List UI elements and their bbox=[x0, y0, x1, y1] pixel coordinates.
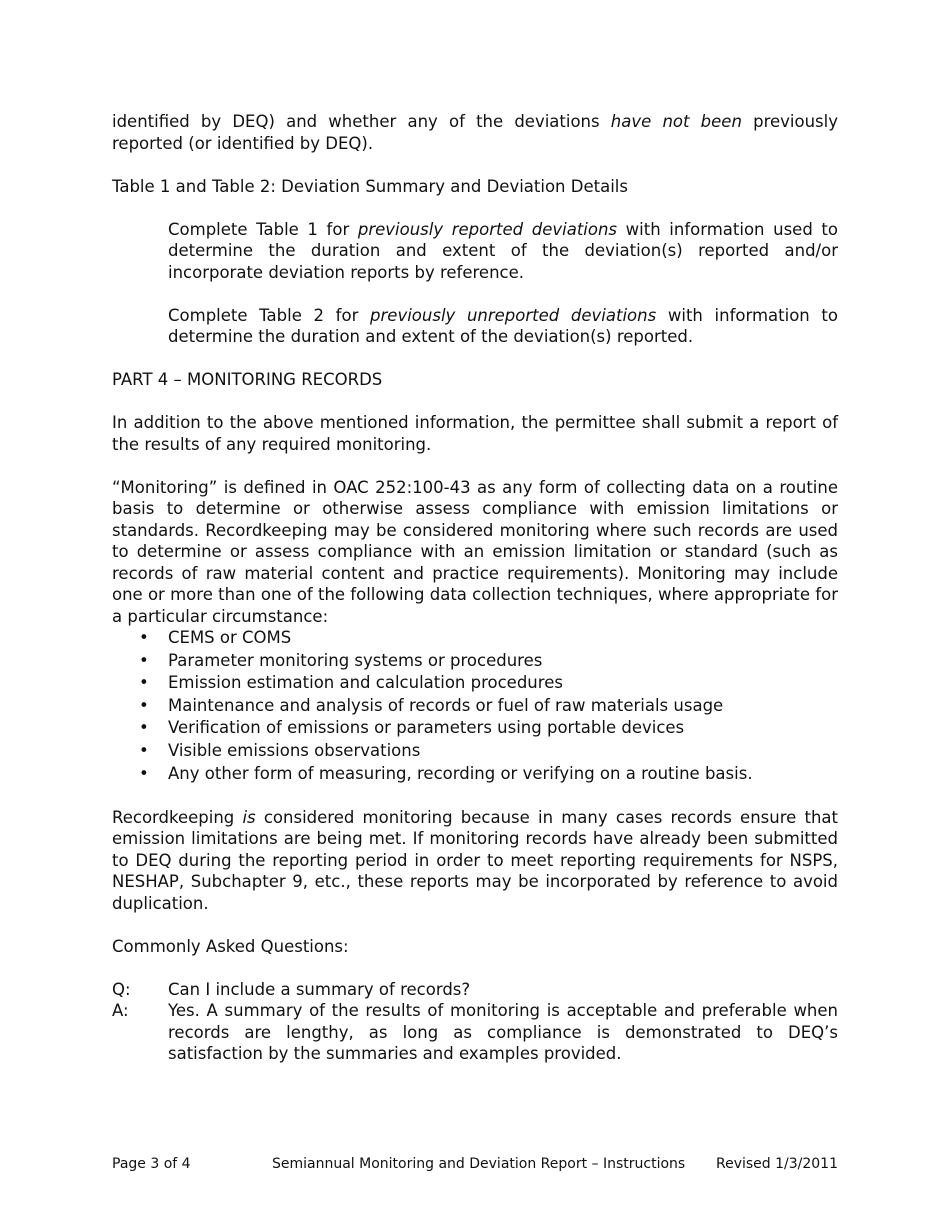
deviation-paragraph: identified by DEQ) and whether any of the deviations have not been previously reported (or identified by DEQ). bbox=[112, 112, 838, 153]
intro-paragraph: In addition to the above mentioned information, the permittee shall submit a report of the results of any required monitoring. bbox=[112, 413, 838, 454]
table2-instruction: Complete Table 2 for previously unreported deviations with information to determine the duration and extent of the deviation(s) reported. bbox=[168, 305, 838, 346]
answer-text: Yes. A summary of the results of monitoring is acceptable and preferable when records are lengthy, as long as compliance is demonstrated to DEQ’s satisfaction by the summaries and examples provided. bbox=[168, 1001, 838, 1064]
table1-instruction: Complete Table 1 for previously reported deviations with information used to determine the duration and extent of the deviation(s) reported and/or incorporate deviation reports by reference. bbox=[168, 219, 838, 282]
table-heading: Table 1 and Table 2: Deviation Summary and Deviation Details bbox=[112, 176, 628, 196]
question-text: Can I include a summary of records? bbox=[168, 979, 471, 999]
question-tag: Q: bbox=[112, 979, 131, 999]
recordkeeping-paragraph: Recordkeeping is considered monitoring because in many cases records ensure that emission limitations are being met. If monitoring records have already been submitted to DEQ during the reporting period in order to meet reporting requirements for NSPS, NESHAP, Subchapter 9, etc., these reports may be incorporated by reference to avoid duplication. bbox=[112, 807, 838, 913]
revision-date: Revised 1/3/2011 bbox=[715, 1156, 838, 1172]
techniques-list bbox=[112, 627, 838, 785]
list-item: • Emission estimation and calculation procedures bbox=[112, 672, 838, 695]
definition-paragraph: “Monitoring” is defined in OAC 252:100-43 as any form of collecting data on a routine basis to determine or otherwise assess compliance with emission limitations or standards. Recordkeeping may be considered monitoring where such records are used to determine or assess compliance with an emission limitation or standard (such as records of raw material content and practice requirements). Monitoring may include one or more than one of the following data collection techniques, where appropriate for a particular circumstance: bbox=[112, 477, 838, 626]
list-item: • CEMS or COMS bbox=[112, 627, 838, 650]
bullet-icon: • bbox=[139, 650, 149, 670]
bullet-icon: • bbox=[139, 628, 149, 647]
faq-heading: Commonly Asked Questions: bbox=[112, 936, 349, 956]
list-item: • Any other form of measuring, recording or verifying on a routine basis. bbox=[112, 763, 838, 786]
faq-answer bbox=[112, 1000, 838, 1065]
bullet-icon: • bbox=[139, 718, 149, 738]
footer-title: Semiannual Monitoring and Deviation Report – Instructions bbox=[272, 1156, 686, 1172]
bullet-icon: • bbox=[139, 673, 149, 693]
answer-tag: A: bbox=[112, 1001, 129, 1021]
list-item: • Maintenance and analysis of records or fuel of raw materials usage bbox=[112, 695, 838, 718]
list-item: • Verification of emissions or parameters using portable devices bbox=[112, 717, 838, 740]
page-number: Page 3 of 4 bbox=[112, 1156, 191, 1172]
list-item: • Visible emissions observations bbox=[112, 740, 838, 763]
bullet-icon: • bbox=[139, 695, 149, 715]
faq-question bbox=[112, 979, 838, 1001]
list-item: • Parameter monitoring systems or procedures bbox=[112, 650, 838, 673]
bullet-icon: • bbox=[139, 740, 149, 760]
bullet-icon: • bbox=[139, 763, 149, 783]
section-heading: PART 4 – MONITORING RECORDS bbox=[112, 370, 383, 389]
document-body bbox=[112, 111, 838, 1065]
